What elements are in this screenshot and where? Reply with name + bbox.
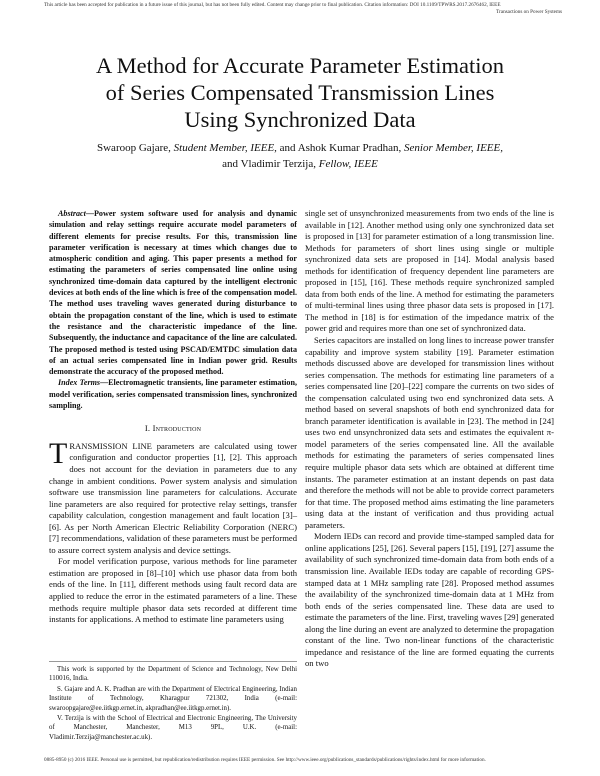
paper-title: [40, 52, 560, 133]
right-paragraph-3: Modern IEDs can record and provide time-stamped sampled data for online applications [25], [26]. Several papers [15], [19], [27] assume the availability of such synchronized time-domain data from both ends of a transmission line. Available IEDs today are capable of recording GPS-stamped data at 1 MHz sampling rate [28]. Proposed method assumes the availability of the synchronized time-domain data at 1 MHz from both ends of the series compensated line. These data are used to estimate the parameters of the line. First, traveling waves [29] generated along the line during an event are analyzed to determine the propagation constant of the line. Two non-linear functions of the characteristic impedance and resistance of the line are formed equating the currents on two: [305, 531, 554, 669]
footnote-funding: This work is supported by the Department of Science and Technology, New Delhi 110016, India.: [49, 666, 297, 683]
author-3-role: Fellow, IEEE: [318, 158, 378, 170]
header-journal-line: Transactions on Power Systems: [496, 9, 562, 15]
abstract-text: —Power system software used for analysis and dynamic simulation and relay settings require accurate model parameters of different elements for precise results. For this, transmission line parameter verification is necessary at times which changes due to atmospheric condition and aging. This paper presents a method for estimating the parameters of series compensated line online using synchronized time-domain data captured by the intelligent electronic devices at both ends of the line which is free of the compensation model. The method uses traveling waves generated during disturbance to obtain the propagation constant of the line, which is used to estimate the resistance and the characteristic impedance of the line. Subsequently, the inductance and capacitance of the line are calculated. The proposed method is tested using PSCAD/EMTDC simulation data of an actual series compensated line in Indian power grid. Results demonstrate the accuracy of the proposed method.: [49, 209, 297, 377]
intro-paragraph-1-text: RANSMISSION LINE parameters are calculated using tower configuration and conductor properties [1], [2]. This approach does not account for the deviation in parameters due to any change in ambient conditions. Power system analysis and simulation software use transmission line parameters for calculations. Accurate line parameters are also required for protective relay settings, transfer capability calculation, congestion management and fault location [3]–[6]. As per North American Electric Reliability Corporation (NERC) [7] recommendations, validation of these parameters must be performed to assure correct system analysis and device settings.: [49, 440, 297, 555]
title-line-2: of Series Compensated Transmission Lines: [105, 80, 495, 105]
section-heading-introduction: [49, 423, 297, 435]
author-1-name: Swaroop Gajare,: [97, 142, 174, 154]
section-numeral: I.: [144, 423, 153, 434]
drop-cap: T: [49, 436, 68, 470]
author-list: [40, 140, 560, 172]
index-terms-text: —Electromagnetic transients, line parameter estimation, model verification, series compensated transmission lines, synchronized sampling.: [49, 378, 297, 411]
title-line-3: Using Synchronized Data: [184, 107, 416, 132]
title-line-1: A Method for Accurate Parameter Estimation: [96, 53, 504, 78]
author-line-2: [40, 156, 560, 172]
right-column: [305, 208, 554, 670]
author-3-name: and Vladimir Terzija,: [222, 158, 319, 170]
footnote-rule: [49, 661, 297, 662]
author-2-name: and Ashok Kumar Pradhan,: [276, 142, 405, 154]
section-title: Introduction: [152, 423, 202, 434]
author-2-role: Senior Member, IEEE,: [404, 142, 503, 154]
footnote-affiliation-1: S. Gajare and A. K. Pradhan are with the Department of Electrical Engineering, Indian Institute of Technology, Kharagpur 721302, India (e-mail: swaroopgajare@ee.iitkgp.ernet.in, akpradhan@ee.iitkgp.ernet.in).: [49, 685, 297, 712]
intro-paragraph-1: [49, 436, 297, 556]
index-terms: [49, 377, 297, 411]
footnote-affiliation-2: V. Terzija is with the School of Electrical and Electronic Engineering, The University of Manchester, Manchester, M13 9PL, U.K. (e-mail: Vladimir.Terzija@manchester.ac.uk).: [49, 715, 297, 741]
right-paragraph-1: single set of unsynchronized measurements from two ends of the line is available in [12]. Another method using only one synchronized data set is proposed in [13] for parameter estimation of a long transmission line. Methods for parameters of short lines using single or multiple synchronized data sets are proposed in [14]. Modal analysis based methods for identification of frequency dependent line parameters are proposed in [15], [16]. These methods require synchronized sampled data from both ends of the line. A method for estimating the parameters of multi-terminal lines using three phasor data sets is proposed in [17]. The method in [18] is for estimation of the impedance matrix of the power grid and requires more than one set of synchronized data.: [305, 208, 554, 334]
abstract-label: Abstract: [58, 209, 86, 218]
author-line-1: [40, 140, 560, 156]
header-citation-line: This article has been accepted for publication in a future issue of this journal, but has not been fully edited. Content may change prior to final publication. Citation information: DOI 10.1109/TPWRS.2017.2676462, IEEE: [44, 2, 501, 8]
intro-paragraph-2: For model verification purpose, various methods for line parameter estimation are proposed in [8]–[10] which use phasor data from both ends of the line. In [11], different methods using fault record data are applied to reduce the error in the estimated parameters of a line. These methods require multiple phasor data sets recorded at different time instants for applications. A method to estimate line parameters using: [49, 556, 297, 625]
author-1-role: Student Member, IEEE,: [173, 142, 277, 154]
right-paragraph-2: Series capacitors are installed on long lines to increase power transfer capability and improve system stability [19]. Parameter estimation methods discussed above are developed for transmission lines without series compensation. The methods for estimating line parameters of a series compensated line [20]–[22] compare the currents on two sides of the compensation calculated using two end synchronized data sets. A method based on several snapshots of both end synchronized data for branch parameter identification is available in [23]. The method in [24] uses two end unsynchronized data sets and estimates the equivalent π-model parameters of the series compensated line. All the available methods for estimating the parameters of series compensated lines require multiple phasor data sets which are obtained at different time instants. The parameter estimation at an instant depends on past data and therefore the methods will not be able to provide correct parameters for that time. The proposed method aims estimating the line parameters using data at the instant of verification and thus providing actual parameters.: [305, 335, 554, 530]
index-terms-label: Index Terms: [58, 378, 101, 388]
footnotes: [49, 661, 297, 743]
left-column: [49, 208, 297, 626]
abstract: [49, 208, 297, 377]
running-header: [44, 2, 562, 16]
copyright-footer: 0885-8950 (c) 2016 IEEE. Personal use is permitted, but republication/redistribution requires IEEE permission. See http://www.ieee.org/publications_standards/publications/rights/index.html for more information.: [44, 757, 486, 763]
